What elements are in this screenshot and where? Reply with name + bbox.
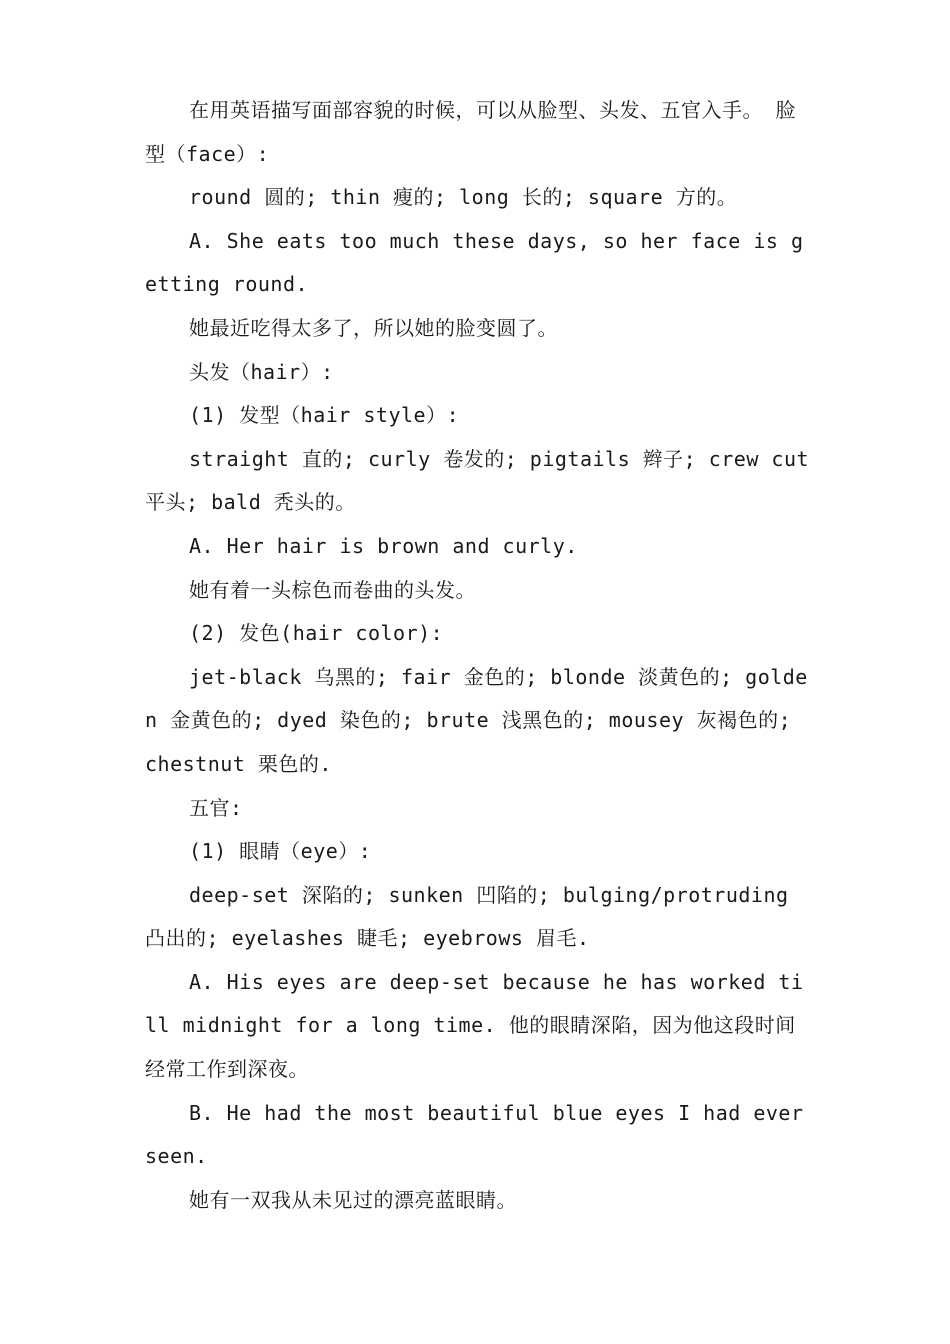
paragraph-face-example: A. She eats too much these days, so her face is getting round. bbox=[145, 228, 804, 297]
paragraph-hair-color-vocab: jet-black 乌黑的; fair 金色的; blonde 淡黄色的; golden 金黄色的; dyed 染色的; brute 浅黑色的; mousey 灰褐色的; chestnut 栗色的. bbox=[145, 664, 808, 776]
paragraph-face-vocab: round 圆的; thin 瘦的; long 长的; square 方的。 bbox=[189, 185, 738, 210]
paragraph-eye-example-b: B. He had the most beautiful blue eyes I had ever seen. bbox=[145, 1100, 804, 1169]
paragraph-hair-color-heading: (2) 发色(hair color): bbox=[189, 621, 444, 646]
document-body bbox=[145, 89, 810, 1222]
paragraph-eye-translation: 她有一双我从未见过的漂亮蓝眼睛。 bbox=[189, 1187, 517, 1212]
paragraph-face-translation: 她最近吃得太多了，所以她的脸变圆了。 bbox=[189, 315, 558, 340]
paragraph-hair-style-vocab: straight 直的; curly 卷发的; pigtails 辫子; crew cut 平头; bald 秃头的。 bbox=[145, 446, 810, 515]
paragraph-hair-heading: 头发（hair）: bbox=[189, 359, 334, 384]
paragraph-eye-vocab: deep-set 深陷的; sunken 凹陷的; bulging/protruding 凸出的; eyelashes 睫毛; eyebrows 眉毛. bbox=[145, 882, 789, 951]
paragraph-hair-example: A. Her hair is brown and curly. bbox=[189, 533, 578, 558]
paragraph-features-heading: 五官: bbox=[189, 795, 243, 820]
paragraph-hair-translation: 她有着一头棕色而卷曲的头发。 bbox=[189, 577, 476, 602]
paragraph-hair-style-heading: (1) 发型（hair style）: bbox=[189, 403, 460, 428]
paragraph-intro: 在用英语描写面部容貌的时候，可以从脸型、头发、五官入手。 脸型（face）: bbox=[145, 98, 797, 166]
paragraph-eye-heading: (1) 眼睛（eye）: bbox=[189, 839, 372, 864]
paragraph-eye-example-a: A. His eyes are deep-set because he has worked till midnight for a long time. 他的眼睛深陷，因为他这段时间经常工作到深夜。 bbox=[145, 969, 804, 1082]
